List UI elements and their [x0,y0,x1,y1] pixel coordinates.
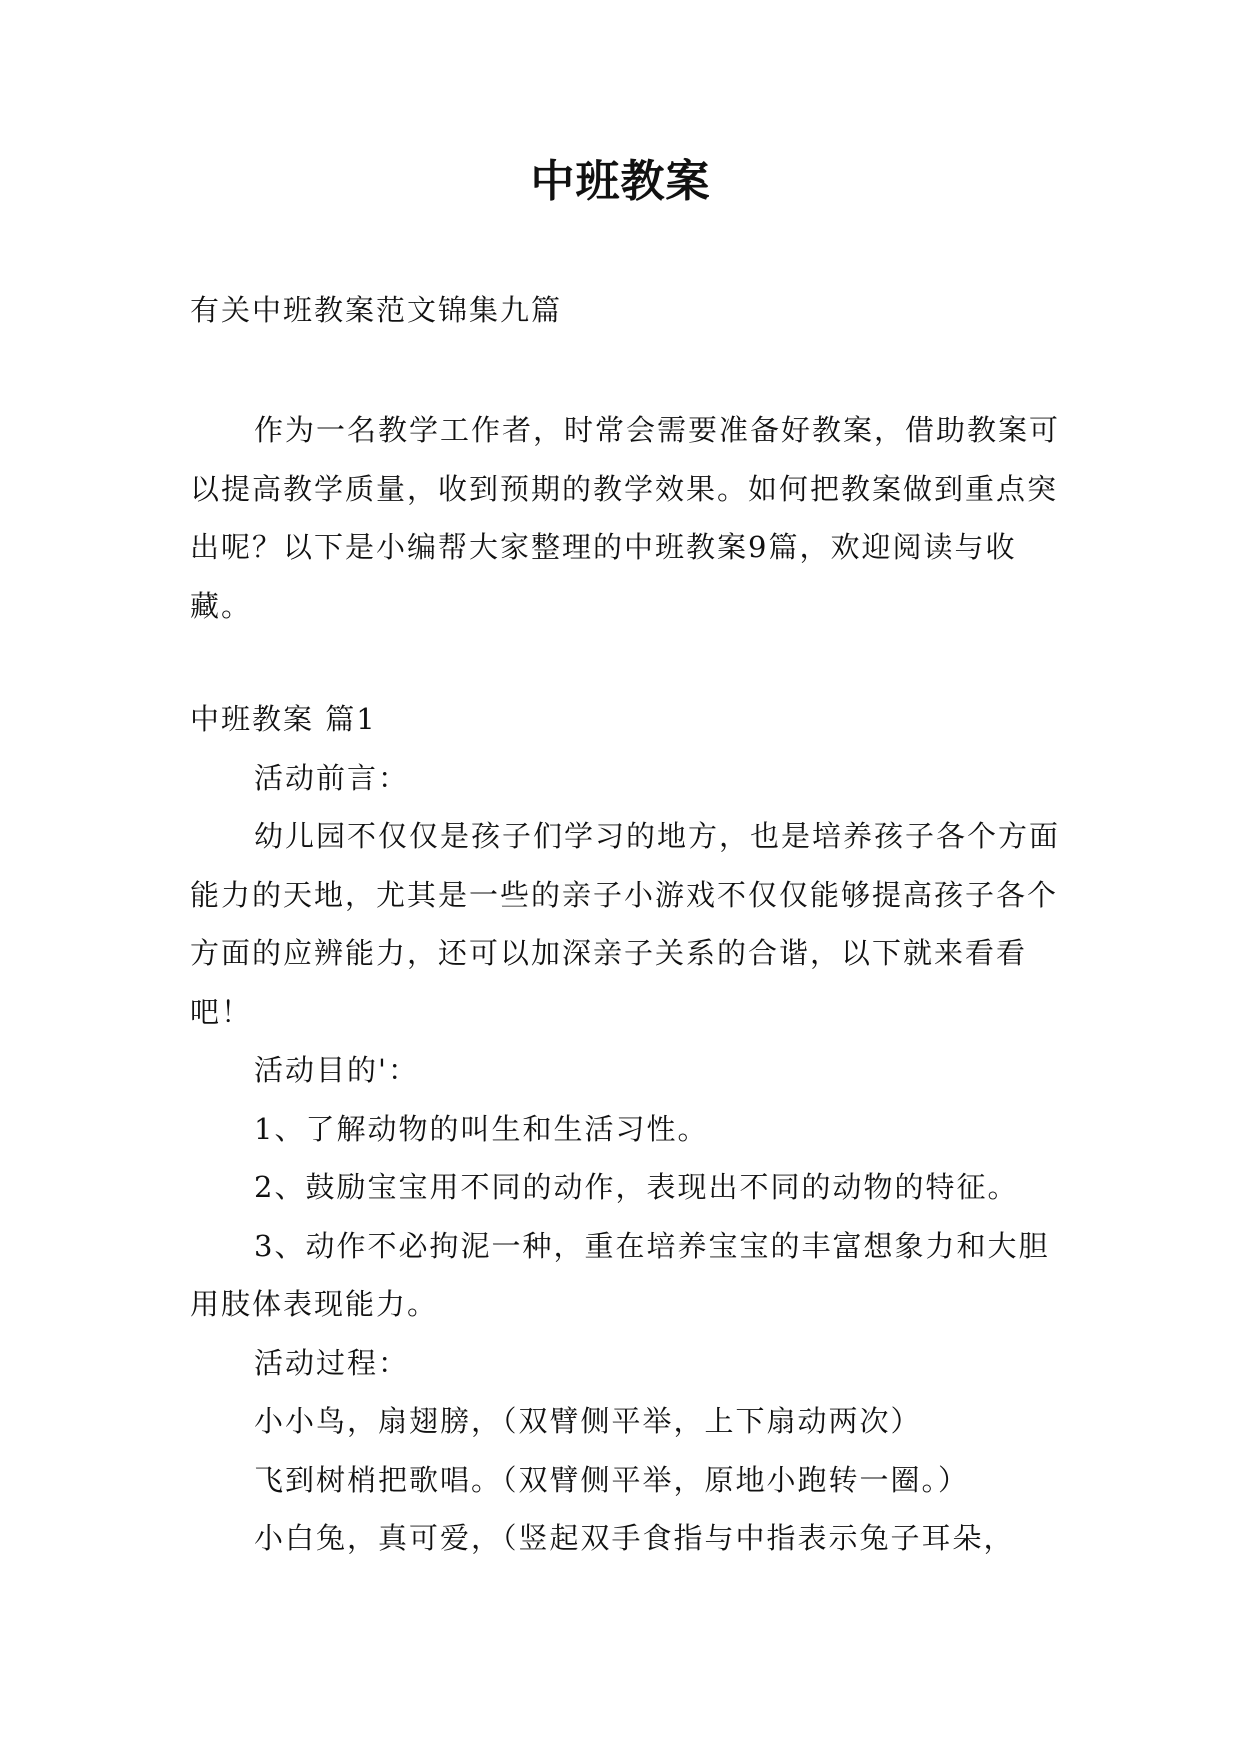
section-heading: 中班教案 篇1 [190,702,377,736]
process-line-3: 小白兔，真可爱，（竖起双手食指与中指表示兔子耳朵， [254,1521,1015,1555]
section-1 [190,690,1060,1568]
paragraph-preface: 幼儿园不仅仅是孩子们学习的地方，也是培养孩子各个方面能力的天地，尤其是一些的亲子小游戏不仅仅能够提高孩子各个方面的应辨能力，还可以加深亲子关系的合谐，以下就来看看吧！ [190,819,1061,1029]
document-subtitle: 有关中班教案范文锦集九篇 [190,293,563,327]
process-line-2: 飞到树梢把歌唱。（双臂侧平举，原地小跑转一圈。） [254,1462,970,1497]
goal-item-1: 1、了解动物的叫生和生活习性。 [254,1111,709,1146]
document-title: 中班教案 [530,156,711,207]
paragraph-goals-label: 活动目的'： [254,1053,419,1087]
intro-paragraph: 作为一名教学工作者，时常会需要准备好教案，借助教案可以提高教学质量，收到预期的教学效果。如何把教案做到重点突出呢？以下是小编帮大家整理的中班教案9篇，欢迎阅读与收藏。 [190,413,1061,623]
goal-item-2: 2、鼓励宝宝用不同的动作，表现出不同的动物的特征。 [254,1170,1019,1204]
goal-item-3: 3、动作不必拘泥一种，重在培养宝宝的丰富想象力和大胆用肢体表现能力。 [190,1228,1050,1321]
paragraph-preface-label: 活动前言： [254,760,410,795]
paragraph-process-label: 活动过程： [254,1345,410,1380]
process-line-1: 小小鸟，扇翅膀，（双臂侧平举，上下扇动两次） [254,1404,922,1438]
